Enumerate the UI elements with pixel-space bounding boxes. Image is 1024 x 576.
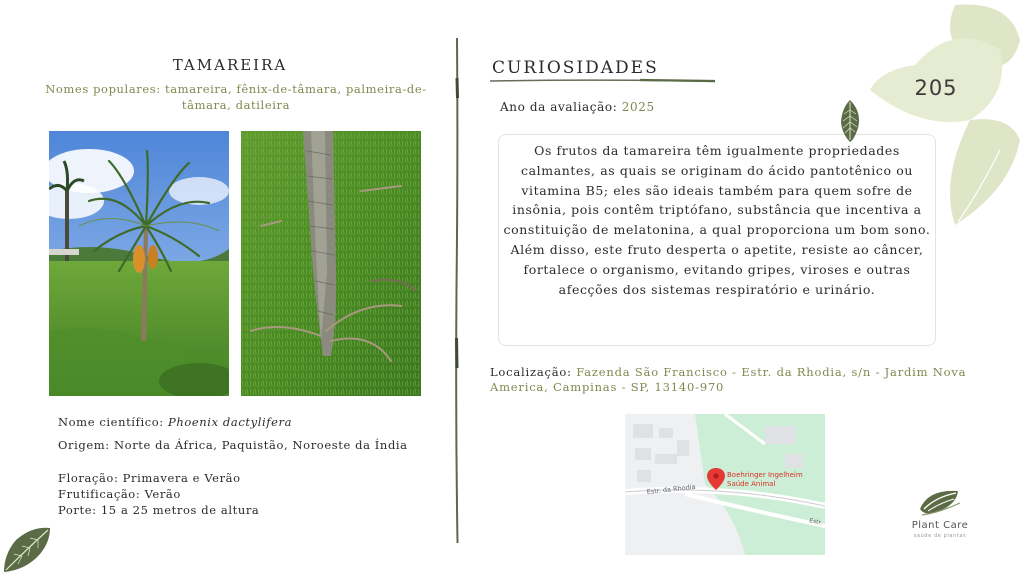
- vertical-divider: [452, 38, 462, 543]
- scientific-name-label: Nome científico:: [58, 415, 169, 429]
- plant-title: TAMAREIRA: [172, 56, 288, 74]
- logo-leaf-icon: [918, 487, 962, 517]
- logo-tagline: saúde de plantas: [913, 533, 967, 539]
- plant-care-logo: [904, 487, 976, 543]
- scientific-name: Phoenix dactylifera: [168, 415, 293, 429]
- location-label: Localização:: [490, 365, 577, 379]
- title-underline: [490, 78, 715, 84]
- map-place-line1: Boehringer Ingelheim: [727, 471, 803, 479]
- popular-names: Nomes populares: tamareira, fênix-de-tâmara, palmeira-de-tâmara, datileira: [45, 82, 427, 112]
- evaluation-year: [500, 100, 655, 114]
- map-road-label-2: Estr.: [808, 517, 823, 527]
- location-map[interactable]: [625, 414, 825, 555]
- origin-line: Origem: Norte da África, Paquistão, Noroeste da Índia: [58, 438, 408, 452]
- map-road-label: Estr. da Rhodia: [646, 482, 696, 496]
- leaf-decoration-icon: [860, 0, 1024, 230]
- year-value: 2025: [621, 100, 655, 114]
- logo-name: Plant Care: [911, 520, 969, 531]
- size-line: Porte: 15 a 25 metros de altura: [58, 503, 260, 517]
- page-number: 205: [914, 76, 958, 100]
- palm-trunk-photo: [241, 131, 421, 396]
- curiosities-title: CURIOSIDADES: [492, 58, 659, 78]
- palm-tree-photo: [49, 131, 229, 396]
- fruiting-line: Frutificação: Verão: [58, 487, 181, 501]
- corner-leaf-icon: [2, 526, 52, 574]
- map-place-line2: Saúde Animal: [727, 480, 776, 488]
- flowering-line: Floração: Primavera e Verão: [58, 471, 241, 485]
- scientific-name-line: [58, 414, 418, 431]
- year-label: Ano da avaliação:: [500, 100, 622, 114]
- location-value: Fazenda São Francisco - Estr. da Rhodia, s/n - Jardim Nova America, Campinas - SP, 13140-970: [490, 365, 967, 394]
- curiosities-text: Os frutos da tamareira têm igualmente propriedades calmantes, as quais se originam do ácido pantotênico ou vitamina B5; eles são ideais também para quem sofre de insônia, pois contêm triptófano, substância que incentiva a constituição de melatonina, a qual proporciona um bom sono. Além disso, este fruto desperta o apetite, resiste ao câncer, fortalece o organismo, evitando gripes, viroses e outras afecções dos sistemas respiratório e urinário.: [498, 134, 936, 346]
- small-leaf-icon: [838, 100, 862, 142]
- location: [490, 365, 980, 395]
